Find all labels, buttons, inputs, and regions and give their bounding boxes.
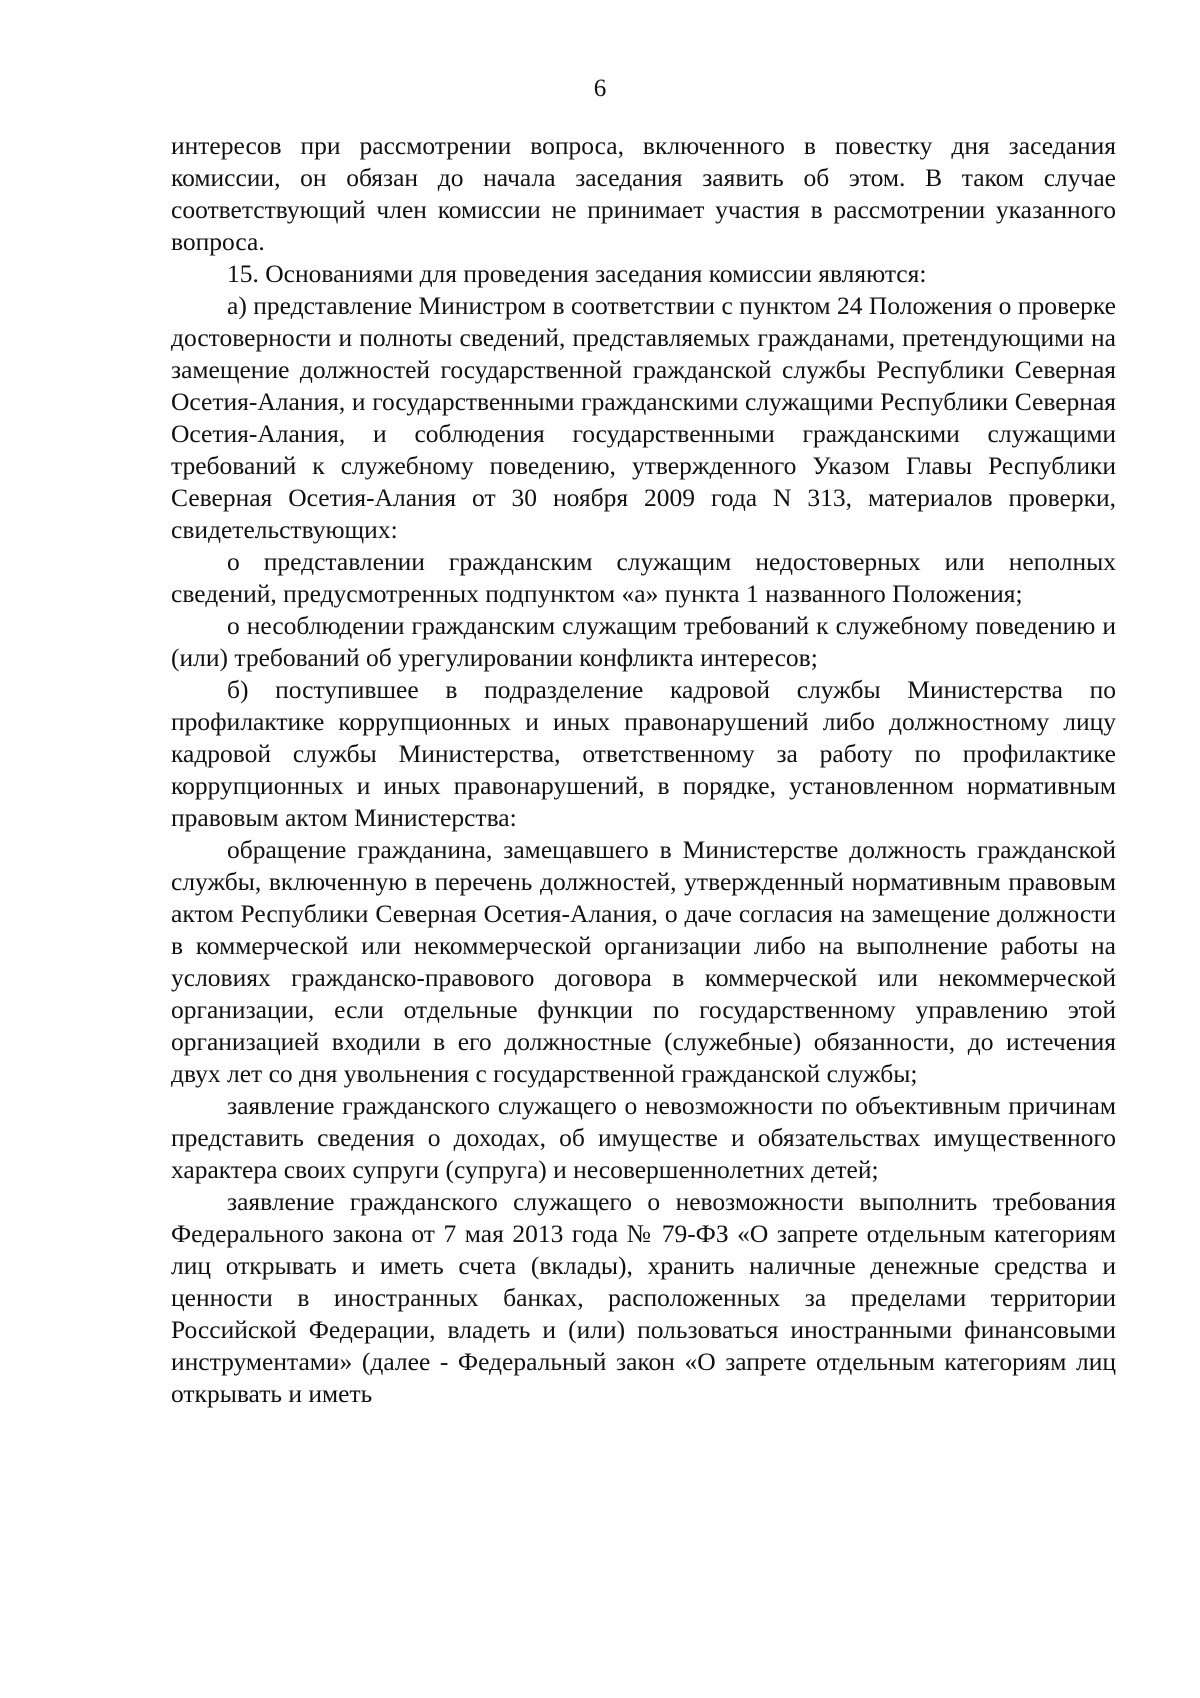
paragraph: о представлении гражданским служащим недостоверных или неполных сведений, предусмотренных подпунктом «а» пункта 1 названного Положения; xyxy=(171,547,1116,608)
page-number: 6 xyxy=(593,75,607,102)
document-body xyxy=(171,130,1116,1410)
paragraph: обращение гражданина, замещавшего в Министерстве должность гражданской службы, включенную в перечень должностей, утвержденный нормативным правовым актом Республики Северная Осетия-Алания, о даче согласия на замещение должности в коммерческой или некоммерческой организации либо на выполнение работы на условиях гражданско-правового договора в коммерческой или некоммерческой организации, если отдельные функции по государственному управлению этой организацией входили в его должностные (служебные) обязанности, до истечения двух лет со дня увольнения с государственной гражданской службы; xyxy=(171,835,1116,1088)
paragraph: а) представление Министром в соответствии с пунктом 24 Положения о проверке достоверности и полноты сведений, представляемых гражданами, претендующими на замещение должностей государственной гражданской службы Республики Северная Осетия-Алания, и государственными гражданскими служащими Республики Северная Осетия-Алания, и соблюдения государственными гражданскими служащими требований к служебному поведению, утвержденного Указом Главы Республики Северная Осетия-Алания от 30 ноября 2009 года N 313, материалов проверки, свидетельствующих: xyxy=(171,291,1116,544)
paragraph: заявление гражданского служащего о невозможности по объективным причинам представить сведения о доходах, об имуществе и обязательствах имущественного характера своих супруги (супруга) и несовершеннолетних детей; xyxy=(171,1091,1116,1184)
paragraph: о несоблюдении гражданским служащим требований к служебному поведению и (или) требований об урегулировании конфликта интересов; xyxy=(171,611,1116,672)
paragraph: интересов при рассмотрении вопроса, включенного в повестку дня заседания комиссии, он обязан до начала заседания заявить об этом. В таком случае соответствующий член комиссии не принимает участия в рассмотрении указанного вопроса. xyxy=(171,131,1116,256)
paragraph: заявление гражданского служащего о невозможности выполнить требования Федерального закона от 7 мая 2013 года № 79-ФЗ «О запрете отдельным категориям лиц открывать и иметь счета (вклады), хранить наличные денежные средства и ценности в иностранных банках, расположенных за пределами территории Российской Федерации, владеть и (или) пользоваться иностранными финансовыми инструментами» (далее - Федеральный закон «О запрете отдельным категориям лиц открывать и иметь xyxy=(171,1187,1116,1408)
paragraph: 15. Основаниями для проведения заседания комиссии являются: xyxy=(227,259,927,288)
paragraph: б) поступившее в подразделение кадровой службы Министерства по профилактике коррупционных и иных правонарушений либо должностному лицу кадровой службы Министерства, ответственному за работу по профилактике коррупционных и иных правонарушений, в порядке, установленном нормативным правовым актом Министерства: xyxy=(171,675,1116,832)
